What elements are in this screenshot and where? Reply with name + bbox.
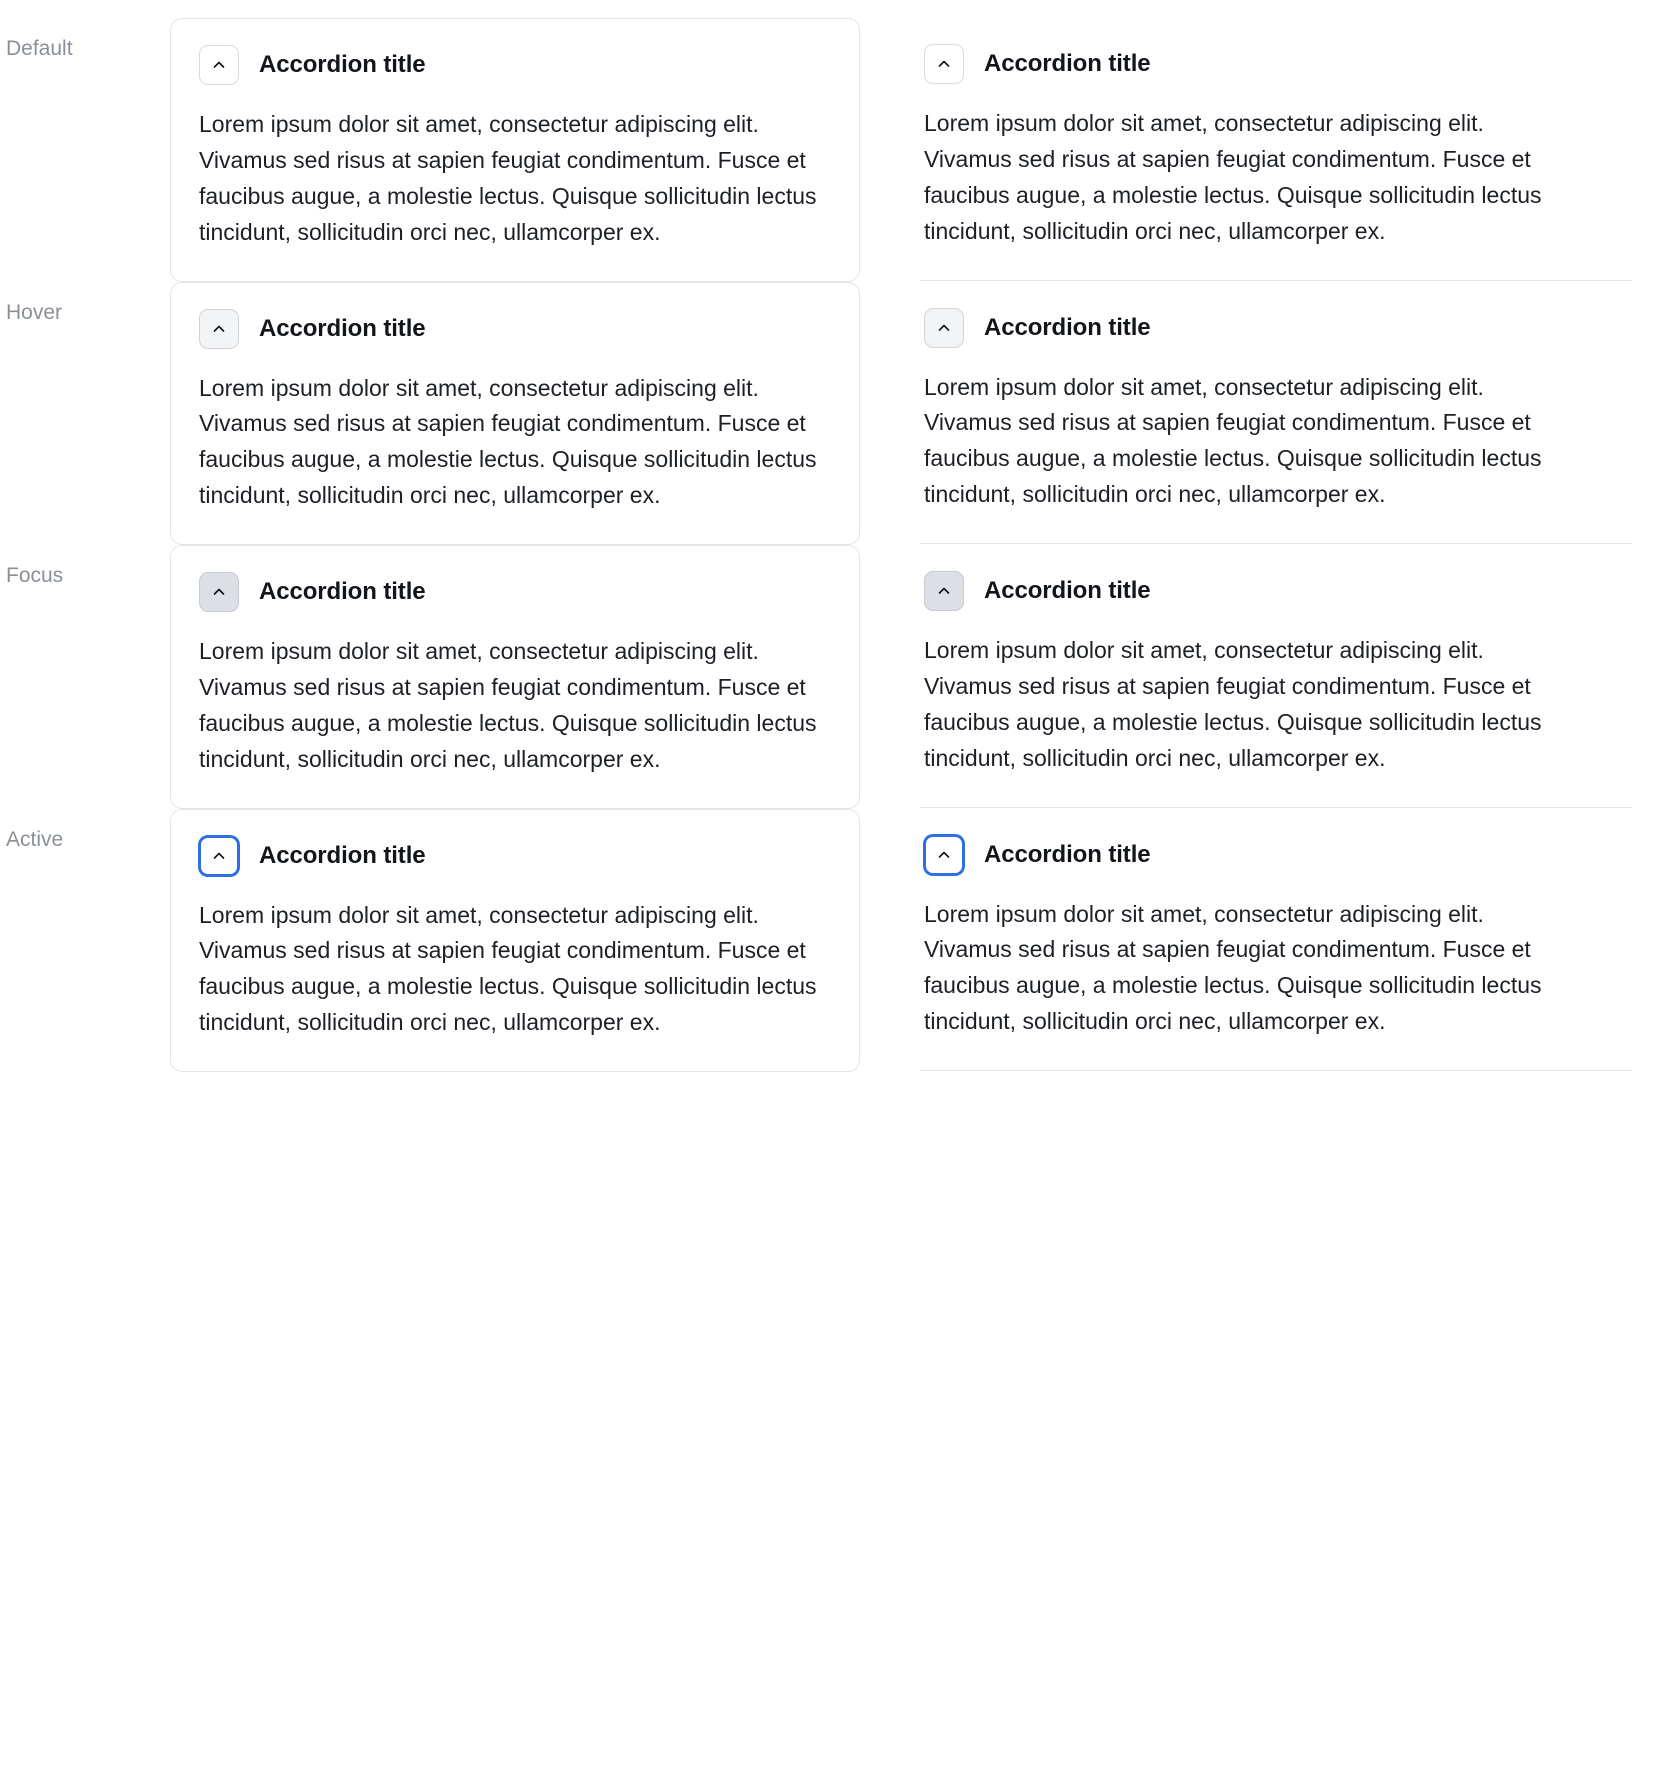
accordion-card-default[interactable] — [170, 18, 860, 282]
accordion-card-focus[interactable] — [170, 545, 860, 809]
accordion-body: Lorem ipsum dolor sit amet, consectetur adipiscing elit. Vivamus sed risus at sapien feugiat condimentum. Fusce et faucibus augue, a molestie lectus. Quisque sollicitudin lectus tincidunt, sollicitudin orci nec, ullamcorper ex. — [924, 373, 1542, 508]
accordion-title: Accordion title — [259, 578, 426, 605]
accordion-body: Lorem ipsum dolor sit amet, consectetur adipiscing elit. Vivamus sed risus at sapien feugiat condimentum. Fusce et faucibus augue, a molestie lectus. Quisque sollicitudin lectus tincidunt, sollicitudin orci nec, ullamcorper ex. — [199, 374, 817, 509]
accordion-title: Accordion title — [984, 840, 1151, 868]
accordion-header-focus-plain[interactable] — [924, 571, 1604, 611]
chevron-up-icon — [936, 320, 952, 336]
chevron-up-icon — [211, 848, 227, 864]
accordion-header-focus-card[interactable] — [199, 572, 831, 612]
chevron-up-icon-button-focus-plain[interactable] — [924, 571, 964, 611]
accordion-plain-default[interactable] — [920, 18, 1632, 281]
accordion-header-active-card[interactable] — [199, 836, 831, 876]
accordion-header-hover-plain[interactable] — [924, 308, 1604, 348]
accordion-plain-hover[interactable] — [920, 282, 1632, 545]
accordion-cell-hover-card — [170, 282, 920, 546]
chevron-up-icon — [936, 583, 952, 599]
accordion-title: Accordion title — [984, 577, 1151, 604]
accordion-header-default-card[interactable] — [199, 45, 831, 85]
accordion-body: Lorem ipsum dolor sit amet, consectetur adipiscing elit. Vivamus sed risus at sapien feugiat condimentum. Fusce et faucibus augue, a molestie lectus. Quisque sollicitudin lectus tincidunt, sollicitudin orci nec, ullamcorper ex. — [924, 637, 1542, 771]
accordion-body: Lorem ipsum dolor sit amet, consectetur adipiscing elit. Vivamus sed risus at sapien feugiat condimentum. Fusce et faucibus augue, a molestie lectus. Quisque sollicitudin lectus tincidunt, sollicitudin orci nec, ullamcorper ex. — [199, 638, 817, 772]
chevron-up-icon-button-default-card[interactable] — [199, 45, 239, 85]
chevron-up-icon-button-default-plain[interactable] — [924, 44, 964, 84]
accordion-cell-active-card — [170, 809, 920, 1073]
chevron-up-icon — [211, 584, 227, 600]
accordion-title: Accordion title — [984, 50, 1151, 77]
accordion-cell-active-plain — [920, 809, 1672, 1073]
accordion-plain-active[interactable] — [920, 809, 1632, 1072]
accordion-body: Lorem ipsum dolor sit amet, consectetur adipiscing elit. Vivamus sed risus at sapien feugiat condimentum. Fusce et faucibus augue, a molestie lectus. Quisque sollicitudin lectus tincidunt, sollicitudin orci nec, ullamcorper ex. — [924, 110, 1542, 244]
chevron-up-icon-button-active-card[interactable] — [199, 836, 239, 876]
accordion-cell-default-plain — [920, 18, 1672, 282]
accordion-card-active[interactable] — [170, 809, 860, 1073]
chevron-up-icon — [211, 321, 227, 337]
accordion-cell-hover-plain — [920, 282, 1672, 546]
accordion-cell-default-card — [170, 18, 920, 282]
state-label-focus: Focus — [6, 564, 64, 587]
chevron-up-icon — [936, 847, 952, 863]
accordion-title: Accordion title — [984, 313, 1151, 341]
chevron-up-icon-button-hover-card[interactable] — [199, 309, 239, 349]
accordion-body: Lorem ipsum dolor sit amet, consectetur adipiscing elit. Vivamus sed risus at sapien feugiat condimentum. Fusce et faucibus augue, a molestie lectus. Quisque sollicitudin lectus tincidunt, sollicitudin orci nec, ullamcorper ex. — [924, 900, 1542, 1035]
accordion-header-active-plain[interactable] — [924, 835, 1604, 875]
accordion-header-default-plain[interactable] — [924, 44, 1604, 84]
state-label-active: Active — [6, 827, 64, 851]
accordion-plain-focus[interactable] — [920, 545, 1632, 808]
state-label-hover: Hover — [6, 300, 63, 324]
chevron-up-icon — [211, 57, 227, 73]
chevron-up-icon-button-focus-card[interactable] — [199, 572, 239, 612]
chevron-up-icon — [936, 56, 952, 72]
accordion-header-hover-card[interactable] — [199, 309, 831, 349]
accordion-title: Accordion title — [259, 314, 426, 342]
accordion-card-hover[interactable] — [170, 282, 860, 546]
accordion-body: Lorem ipsum dolor sit amet, consectetur adipiscing elit. Vivamus sed risus at sapien feugiat condimentum. Fusce et faucibus augue, a molestie lectus. Quisque sollicitudin lectus tincidunt, sollicitudin orci nec, ullamcorper ex. — [199, 111, 817, 245]
accordion-title: Accordion title — [259, 841, 426, 869]
chevron-up-icon-button-hover-plain[interactable] — [924, 308, 964, 348]
accordion-cell-focus-card — [170, 545, 920, 809]
state-label-default: Default — [6, 37, 73, 60]
accordion-body: Lorem ipsum dolor sit amet, consectetur adipiscing elit. Vivamus sed risus at sapien feugiat condimentum. Fusce et faucibus augue, a molestie lectus. Quisque sollicitudin lectus tincidunt, sollicitudin orci nec, ullamcorper ex. — [199, 901, 817, 1036]
accordion-title: Accordion title — [259, 51, 426, 78]
chevron-up-icon-button-active-plain[interactable] — [924, 835, 964, 875]
accordion-cell-focus-plain — [920, 545, 1672, 809]
